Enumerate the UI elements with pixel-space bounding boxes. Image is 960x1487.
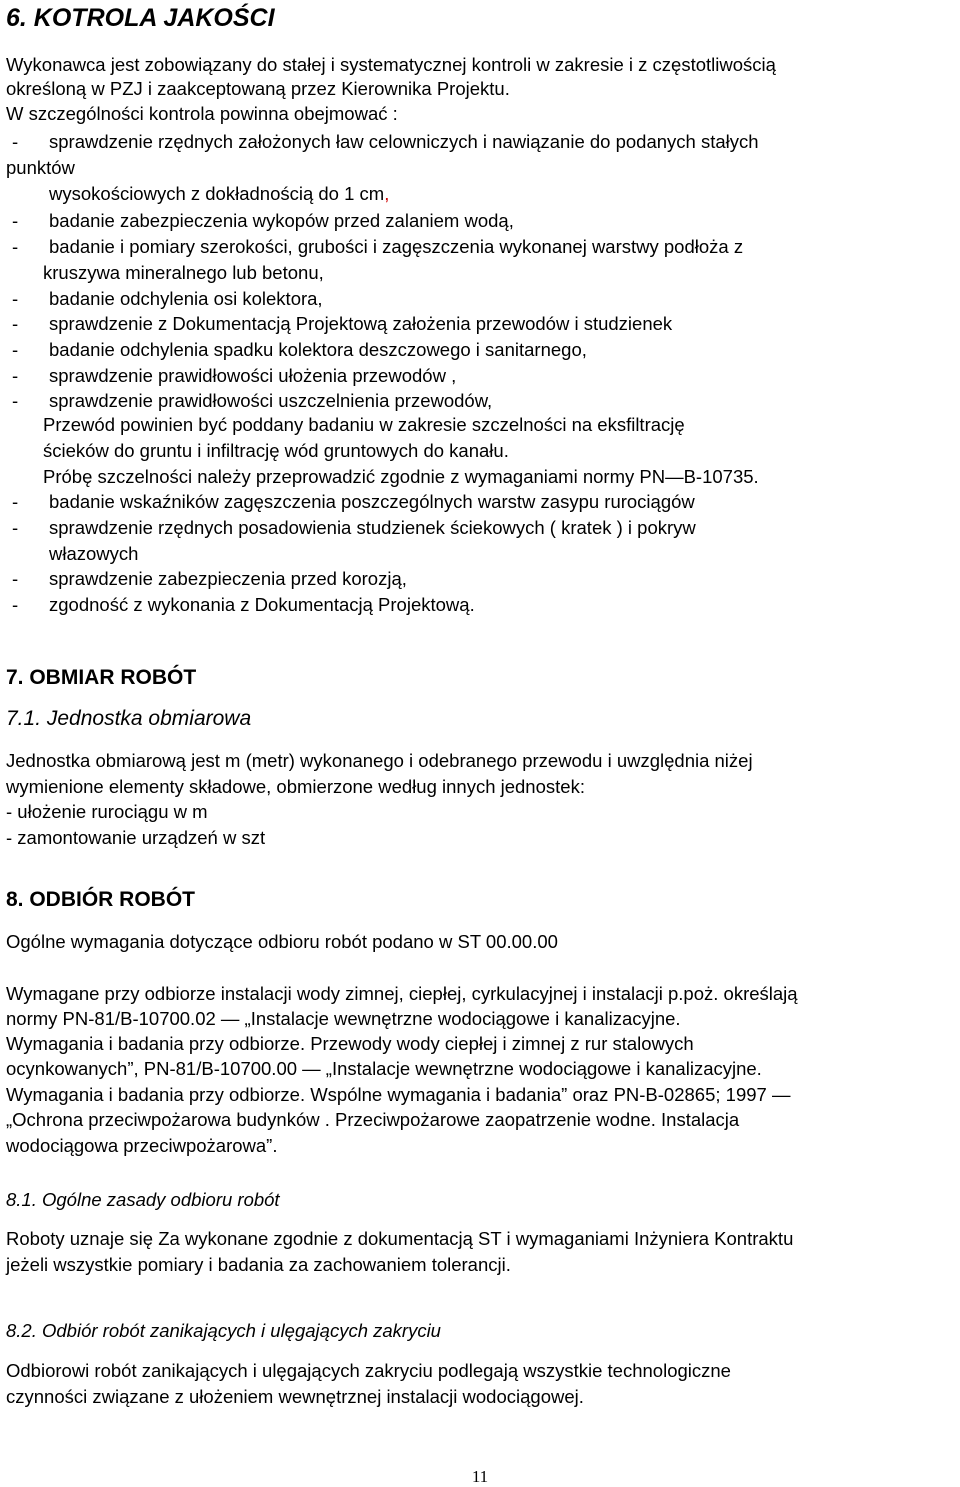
list-item-continuation: ścieków do gruntu i infiltrację wód gruntowych do kanału. (43, 440, 509, 461)
section-7-1-title: 7.1. Jednostka obmiarowa (6, 707, 252, 730)
s8-2-paragraph-line: Odbiorowi robót zanikających i ulęgających zakryciu podlegają wszystkie technologiczne (6, 1360, 731, 1381)
s8-paragraph-line: Wymagania i badania przy odbiorze. Wspólne wymagania i badania” oraz PN-B-02865; 1997 — (6, 1084, 791, 1105)
page-number: 11 (471, 1467, 489, 1486)
list-item-continuation: włazowych (49, 543, 139, 564)
document-page: 6. KOTROLA JAKOŚCI Wykonawca jest zobowiązany do stałej i systematycznej kontroli w zakresie i z częstotliwością określoną w PZJ i zaakceptowaną przez Kierownika Projektu. W szczególności kontrola powinna obejmować : - sprawdzenie rzędnych założonych ław celowniczych i nawiązanie do podanych stałych punktów wysokościowych z dokładnością do 1 cm, - badanie zabezpieczenia wykopów przed zalaniem wodą, - badanie i pomiary szerokości, grubości i zagęszczenia wykonanej warstwy podłoża z kruszywa mineralnego lub betonu, - badanie odchylenia osi kolektora, - sprawdzenie z Dokumentacją Projektową założenia przewodów i studzienek - badanie odchylenia spadku kolektora deszczowego i sanitarnego, - sprawdzenie prawidłowości ułożenia przewodów , - sprawdzenie prawidłowości uszczelnienia przewodów, Przewód powinien być poddany badaniu w zakresie szczelności na eksfiltrację ścieków do gruntu i infiltrację wód gruntowych do kanału. Próbę szczelności należy przeprowadzić zgodnie z wymaganiami normy PN—B-10735. - badanie wskaźników zagęszczenia poszczególnych warstw zasypu rurociągów - sprawdzenie rzędnych posadowienia studzienek ściekowych ( kratek ) i pokryw włazowych - sprawdzenie zabezpieczenia przed korozją, - zgodność z wykonania z Dokumentacją Projektową. 7. OBMIAR ROBÓT 7.1. Jednostka obmiarowa Jednostka obmiarową jest m (metr) wykonanego i odebranego przewodu i uwzględnia niżej wymienione elementy składowe, obmierzone według innych jednostek: - ułożenie rurociągu w m - zamontowanie urządzeń w szt 8. ODBIÓR ROBÓT Ogólne wymagania dotyczące odbioru robót podano w ST 00.00.00 Wymagane przy odbiorze instalacji wody zimnej, ciepłej, cyrkulacyjnej i instalacji p.poż. określają normy PN-81/B-10700.02 — „Instalacje wewnętrzne wodociągowe i kanalizacyjne. Wymagania i badania przy odbiorze. Przewody wody ciepłej i zimnej z rur stalowych ocynkowanych”, PN-81/B-10700.00 — „Instalacje wewnętrzne wodociągowe i kanalizacyjne. Wymagania i badania przy odbiorze. Wspólne wymagania i badania” oraz PN-B-02865; 1997 — „Ochrona przeciwpożarowa budynków . Przeciwpożarowe zaopatrzenie wodne. Instalacja wodociągowa przeciwpożarowa”. 8.1. Ogólne zasady odbioru robót Roboty uznaje się Za wykonane zgodnie z dokumentacją ST i wymaganiami Inżyniera Kontraktu jeżeli wszystkie pomiary i badania za zachowaniem tolerancji. 8.2. Odbiór robót zanikających i ulęgających zakryciu Odbiorowi robót zanikających i ulęgających zakryciu podlegają wszystkie technologiczne czynności związane z ułożeniem wewnętrznej instalacji wodociągowej. 11 (0, 0, 960, 1486)
list-item-continuation: kruszywa mineralnego lub betonu, (43, 262, 324, 283)
s7-bullet: - zamontowanie urządzeń w szt (6, 827, 266, 848)
section-7-title: 7. OBMIAR ROBÓT (6, 666, 197, 689)
s8-paragraph-line: Wymagane przy odbiorze instalacji wody zimnej, ciepłej, cyrkulacyjnej i instalacji p.poż. określają (6, 983, 798, 1004)
s7-bullet: - ułożenie rurociągu w m (6, 801, 208, 822)
s8-paragraph-line: ocynkowanych”, PN-81/B-10700.00 — „Instalacje wewnętrzne wodociągowe i kanalizacyjne. (6, 1058, 762, 1079)
list-item-continuation: Przewód powinien być poddany badaniu w zakresie szczelności na eksfiltrację (43, 414, 685, 435)
s6-paragraph-line: Wykonawca jest zobowiązany do stałej i systematycznej kontroli w zakresie i z częstotliwością (6, 54, 776, 75)
s8-2-paragraph-line: czynności związane z ułożeniem wewnętrznej instalacji wodociągowej. (6, 1386, 584, 1407)
s8-paragraph-line: normy PN-81/B-10700.02 — „Instalacje wewnętrzne wodociągowe i kanalizacyjne. (6, 1008, 681, 1029)
section-8-2-title: 8.2. Odbiór robót zanikających i ulęgających zakryciu (6, 1320, 441, 1341)
section-6-title: 6. KOTROLA JAKOŚCI (6, 4, 275, 32)
section-8-1-title: 8.1. Ogólne zasady odbioru robót (6, 1189, 280, 1210)
s8-paragraph-line: Ogólne wymagania dotyczące odbioru robót podano w ST 00.00.00 (6, 931, 558, 952)
s7-paragraph-line: Jednostka obmiarową jest m (metr) wykonanego i odebranego przewodu i uwzględnia niżej (6, 750, 753, 771)
list-item-continuation: Próbę szczelności należy przeprowadzić zgodnie z wymaganiami normy PN—B-10735. (43, 466, 759, 487)
s8-paragraph-line: wodociągowa przeciwpożarowa”. (6, 1135, 278, 1156)
section-8-title: 8. ODBIÓR ROBÓT (6, 888, 196, 911)
s8-paragraph-line: Wymagania i badania przy odbiorze. Przewody wody ciepłej i zimnej z rur stalowych (6, 1033, 694, 1054)
s6-paragraph-line: W szczególności kontrola powinna obejmować : (6, 103, 398, 124)
list-item-continuation: punktów (6, 157, 75, 178)
s7-paragraph-line: wymienione elementy składowe, obmierzone według innych jednostek: (6, 776, 585, 797)
s8-paragraph-line: „Ochrona przeciwpożarowa budynków . Przeciwpożarowe zaopatrzenie wodne. Instalacja (6, 1109, 740, 1130)
list-item-continuation: wysokościowych z dokładnością do 1 cm, (49, 183, 390, 204)
s8-1-paragraph-line: Roboty uznaje się Za wykonane zgodnie z dokumentacją ST i wymaganiami Inżyniera Kontraktu (6, 1228, 794, 1249)
s6-paragraph-line: określoną w PZJ i zaakceptowaną przez Kierownika Projektu. (6, 78, 510, 99)
s8-1-paragraph-line: jeżeli wszystkie pomiary i badania za zachowaniem tolerancji. (6, 1254, 511, 1275)
